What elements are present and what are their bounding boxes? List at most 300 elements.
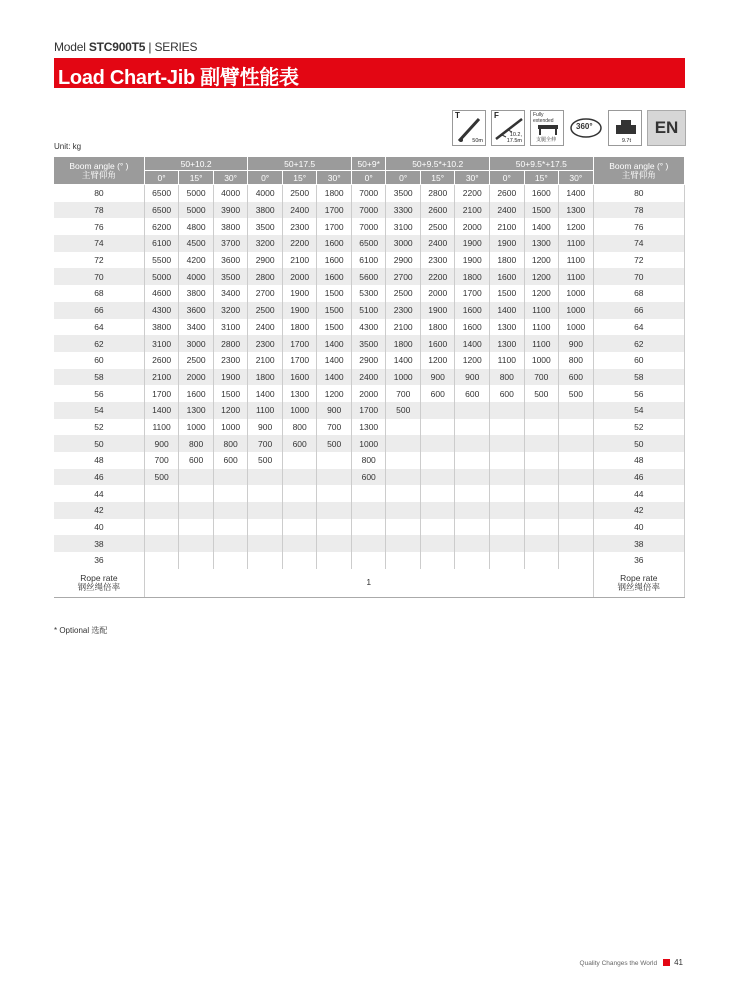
- table-row: [54, 352, 685, 369]
- load-cell: 1200: [559, 218, 594, 235]
- boom-angle-cell: 68: [54, 285, 144, 302]
- outrigger-icon: [530, 110, 564, 146]
- load-cell: 1900: [282, 285, 317, 302]
- load-cell: [213, 502, 248, 519]
- load-cell: [490, 519, 525, 536]
- load-cell: [524, 502, 559, 519]
- load-cell: 6100: [144, 235, 179, 252]
- boom-angle-cell: 74: [593, 235, 684, 252]
- load-cell: 2500: [179, 352, 214, 369]
- load-cell: [282, 452, 317, 469]
- load-cell: 2900: [248, 252, 283, 269]
- load-cell: 2000: [179, 369, 214, 386]
- load-cell: 1200: [420, 352, 455, 369]
- load-cell: [282, 519, 317, 536]
- offset-header: 30°: [317, 171, 352, 185]
- load-cell: 3800: [248, 202, 283, 219]
- boom-angle-cell: 72: [54, 252, 144, 269]
- offset-header: 15°: [179, 171, 214, 185]
- load-cell: 7000: [351, 185, 386, 202]
- load-cell: 2800: [248, 268, 283, 285]
- table-row: [54, 552, 685, 569]
- rope-rate-row: [54, 569, 685, 598]
- load-cell: [524, 485, 559, 502]
- load-cell: 1000: [559, 302, 594, 319]
- load-chart-table: [54, 157, 685, 598]
- table-row: [54, 319, 685, 336]
- load-cell: 500: [559, 385, 594, 402]
- load-cell: [524, 519, 559, 536]
- load-cell: [386, 535, 421, 552]
- t-caption: 50m: [472, 138, 483, 144]
- load-cell: 1500: [317, 285, 352, 302]
- load-cell: 1700: [317, 218, 352, 235]
- load-cell: 2500: [420, 218, 455, 235]
- load-cell: [455, 435, 490, 452]
- load-cell: [282, 552, 317, 569]
- load-cell: [490, 552, 525, 569]
- table-row: [54, 302, 685, 319]
- load-cell: 1400: [386, 352, 421, 369]
- load-cell: [213, 469, 248, 486]
- load-cell: 1200: [213, 402, 248, 419]
- load-cell: 1400: [317, 335, 352, 352]
- outrigger-caption-top: Fully extended: [533, 112, 554, 124]
- rope-rate-label: Rope rate 钢丝绳倍率: [54, 569, 144, 598]
- table-row: [54, 419, 685, 436]
- load-cell: [179, 469, 214, 486]
- load-cell: [490, 469, 525, 486]
- load-cell: [282, 469, 317, 486]
- load-cell: 1700: [282, 352, 317, 369]
- model-name: STC900T5: [88, 40, 146, 54]
- title-banner: [54, 58, 685, 88]
- load-cell: 900: [317, 402, 352, 419]
- load-cell: [559, 469, 594, 486]
- load-cell: [455, 519, 490, 536]
- load-cell: 3400: [179, 319, 214, 336]
- load-cell: 2900: [351, 352, 386, 369]
- load-cell: 4000: [248, 185, 283, 202]
- load-cell: 1400: [317, 352, 352, 369]
- load-cell: 900: [420, 369, 455, 386]
- load-cell: 2800: [213, 335, 248, 352]
- boom-angle-cell: 60: [54, 352, 144, 369]
- language-badge: EN: [647, 110, 686, 146]
- load-cell: 1100: [524, 335, 559, 352]
- counterweight-caption: 9.7t: [621, 138, 631, 144]
- load-cell: 2400: [420, 235, 455, 252]
- boom-angle-cell: 42: [54, 502, 144, 519]
- group-header: 50+10.2: [144, 157, 248, 171]
- load-cell: [179, 552, 214, 569]
- load-cell: 1300: [282, 385, 317, 402]
- boom-angle-cell: 78: [54, 202, 144, 219]
- load-cell: 700: [144, 452, 179, 469]
- load-cell: [455, 469, 490, 486]
- load-cell: [248, 535, 283, 552]
- load-cell: 3200: [248, 235, 283, 252]
- page-title: Load Chart-Jib 副臂性能表: [58, 67, 299, 89]
- load-cell: 7000: [351, 202, 386, 219]
- table-row: [54, 268, 685, 285]
- load-cell: [524, 469, 559, 486]
- offset-header: 0°: [490, 171, 525, 185]
- load-cell: 3800: [144, 319, 179, 336]
- load-cell: 600: [213, 452, 248, 469]
- load-cell: 1500: [317, 302, 352, 319]
- load-cell: 1700: [282, 335, 317, 352]
- group-header: 50+9.5*+17.5: [490, 157, 594, 171]
- series-label: | SERIES: [148, 40, 198, 54]
- table-row: [54, 519, 685, 536]
- load-cell: 1300: [490, 319, 525, 336]
- load-cell: [524, 552, 559, 569]
- boom-angle-cell: 44: [54, 485, 144, 502]
- load-cell: [559, 402, 594, 419]
- load-cell: [420, 452, 455, 469]
- boom-angle-cell: 58: [593, 369, 684, 386]
- load-cell: 2200: [455, 185, 490, 202]
- load-cell: [282, 485, 317, 502]
- load-cell: [490, 402, 525, 419]
- load-cell: 600: [455, 385, 490, 402]
- load-cell: 3600: [213, 252, 248, 269]
- load-cell: 2900: [386, 252, 421, 269]
- load-cell: [490, 485, 525, 502]
- load-cell: 4000: [179, 268, 214, 285]
- group-header: 50+17.5: [248, 157, 352, 171]
- load-cell: 2500: [282, 185, 317, 202]
- load-cell: 3500: [386, 185, 421, 202]
- boom-angle-cell: 46: [593, 469, 684, 486]
- load-cell: 800: [490, 369, 525, 386]
- load-cell: [455, 402, 490, 419]
- load-cell: [386, 469, 421, 486]
- table-row: [54, 335, 685, 352]
- boom-angle-cell: 48: [54, 452, 144, 469]
- boom-angle-cell: 54: [593, 402, 684, 419]
- load-cell: 1400: [559, 185, 594, 202]
- f-letter: F: [494, 111, 499, 120]
- load-cell: 3200: [213, 302, 248, 319]
- load-cell: 1300: [490, 335, 525, 352]
- load-cell: 1800: [490, 252, 525, 269]
- load-cell: [559, 452, 594, 469]
- load-cell: 2300: [248, 335, 283, 352]
- load-cell: 1800: [317, 185, 352, 202]
- load-cell: 900: [144, 435, 179, 452]
- load-cell: 1800: [420, 319, 455, 336]
- load-cell: 2500: [386, 285, 421, 302]
- load-cell: 1800: [386, 335, 421, 352]
- load-cell: 2100: [386, 319, 421, 336]
- load-cell: 5500: [144, 252, 179, 269]
- load-cell: 1100: [144, 419, 179, 436]
- load-cell: 1100: [559, 235, 594, 252]
- load-cell: [420, 435, 455, 452]
- load-cell: 1100: [490, 352, 525, 369]
- load-cell: [317, 452, 352, 469]
- load-cell: [282, 502, 317, 519]
- load-cell: [351, 552, 386, 569]
- load-cell: 4300: [351, 319, 386, 336]
- load-cell: 1600: [317, 268, 352, 285]
- load-cell: 800: [559, 352, 594, 369]
- load-cell: 3800: [179, 285, 214, 302]
- load-cell: [386, 485, 421, 502]
- table-row: [54, 452, 685, 469]
- rotation-caption: 360°: [576, 122, 593, 131]
- load-cell: 1000: [213, 419, 248, 436]
- load-cell: 2100: [490, 218, 525, 235]
- load-cell: 1700: [351, 402, 386, 419]
- load-cell: 1100: [524, 319, 559, 336]
- table-row: [54, 385, 685, 402]
- table-body: [54, 185, 685, 598]
- load-cell: [386, 419, 421, 436]
- boom-angle-cell: 52: [593, 419, 684, 436]
- optional-note: * Optional 选配: [54, 626, 108, 635]
- boom-angle-cell: 38: [593, 535, 684, 552]
- load-cell: 1100: [559, 252, 594, 269]
- load-cell: 6500: [351, 235, 386, 252]
- load-cell: [420, 535, 455, 552]
- load-cell: 3500: [248, 218, 283, 235]
- load-cell: 1000: [386, 369, 421, 386]
- load-cell: [351, 535, 386, 552]
- offset-header: 0°: [248, 171, 283, 185]
- boom-angle-cell: 76: [593, 218, 684, 235]
- load-cell: 3500: [351, 335, 386, 352]
- load-cell: 1400: [144, 402, 179, 419]
- load-cell: 1200: [317, 385, 352, 402]
- boom-angle-cell: 40: [593, 519, 684, 536]
- boom-angle-cell: 70: [593, 268, 684, 285]
- load-cell: [144, 485, 179, 502]
- load-cell: [420, 485, 455, 502]
- load-cell: [559, 435, 594, 452]
- boom-angle-cell: 70: [54, 268, 144, 285]
- boom-angle-cell: 62: [54, 335, 144, 352]
- load-cell: [455, 535, 490, 552]
- load-cell: 1500: [213, 385, 248, 402]
- load-cell: 2600: [144, 352, 179, 369]
- load-cell: 6100: [351, 252, 386, 269]
- load-cell: 1900: [420, 302, 455, 319]
- rotation-icon: [569, 110, 603, 146]
- load-cell: 3600: [179, 302, 214, 319]
- load-cell: 6500: [144, 185, 179, 202]
- load-cell: [524, 419, 559, 436]
- load-cell: 5100: [351, 302, 386, 319]
- telescopic-boom-icon: [452, 110, 486, 146]
- load-cell: [524, 402, 559, 419]
- load-cell: [317, 469, 352, 486]
- table-row: [54, 469, 685, 486]
- load-cell: 700: [386, 385, 421, 402]
- load-cell: 500: [144, 469, 179, 486]
- load-cell: 1000: [559, 285, 594, 302]
- table-row: [54, 252, 685, 269]
- load-cell: [455, 419, 490, 436]
- load-cell: [420, 502, 455, 519]
- load-cell: 1600: [455, 302, 490, 319]
- boom-angle-cell: 50: [593, 435, 684, 452]
- load-cell: 2400: [282, 202, 317, 219]
- load-cell: 2700: [386, 268, 421, 285]
- table-row: [54, 235, 685, 252]
- load-cell: [144, 502, 179, 519]
- load-cell: [559, 502, 594, 519]
- load-cell: 3400: [213, 285, 248, 302]
- load-cell: 1400: [455, 335, 490, 352]
- load-cell: 1800: [282, 319, 317, 336]
- load-cell: 1600: [420, 335, 455, 352]
- load-cell: 900: [455, 369, 490, 386]
- offset-header: 30°: [455, 171, 490, 185]
- load-cell: 1300: [179, 402, 214, 419]
- load-cell: 1600: [490, 268, 525, 285]
- load-cell: 3000: [179, 335, 214, 352]
- load-cell: 3100: [213, 319, 248, 336]
- load-cell: [179, 502, 214, 519]
- model-line: [54, 40, 197, 54]
- table-row: [54, 369, 685, 386]
- load-cell: 2300: [386, 302, 421, 319]
- load-cell: 600: [559, 369, 594, 386]
- footer-slogan: Quality Changes the World: [579, 960, 658, 967]
- load-cell: [455, 452, 490, 469]
- load-cell: [248, 552, 283, 569]
- load-cell: [490, 502, 525, 519]
- boom-angle-cell: 36: [593, 552, 684, 569]
- load-cell: 500: [248, 452, 283, 469]
- corner-header-right: Boom angle (° ) 主臂仰角: [593, 157, 684, 185]
- load-cell: 2100: [282, 252, 317, 269]
- offset-header: 0°: [144, 171, 179, 185]
- load-cell: [179, 485, 214, 502]
- load-cell: [524, 452, 559, 469]
- offset-header: 30°: [559, 171, 594, 185]
- load-cell: 1500: [317, 319, 352, 336]
- boom-angle-cell: 56: [593, 385, 684, 402]
- boom-angle-cell: 68: [593, 285, 684, 302]
- load-cell: 2600: [490, 185, 525, 202]
- load-cell: [213, 485, 248, 502]
- load-cell: 5000: [144, 268, 179, 285]
- boom-angle-cell: 52: [54, 419, 144, 436]
- offset-header: 15°: [420, 171, 455, 185]
- boom-angle-cell: 66: [593, 302, 684, 319]
- table-row: [54, 402, 685, 419]
- load-cell: 1400: [490, 302, 525, 319]
- boom-angle-cell: 54: [54, 402, 144, 419]
- load-cell: 2000: [455, 218, 490, 235]
- offset-header: 15°: [524, 171, 559, 185]
- load-cell: 500: [317, 435, 352, 452]
- group-header: 50+9.5*+10.2: [386, 157, 490, 171]
- load-cell: 4300: [144, 302, 179, 319]
- load-cell: [144, 535, 179, 552]
- boom-angle-cell: 74: [54, 235, 144, 252]
- load-cell: [317, 519, 352, 536]
- load-cell: 1300: [351, 419, 386, 436]
- offset-header: 30°: [213, 171, 248, 185]
- load-cell: 1100: [524, 302, 559, 319]
- boom-angle-cell: 64: [593, 319, 684, 336]
- load-cell: [559, 419, 594, 436]
- load-cell: 600: [351, 469, 386, 486]
- t-letter: T: [455, 111, 460, 120]
- load-cell: 4600: [144, 285, 179, 302]
- load-cell: [559, 485, 594, 502]
- load-cell: 1200: [524, 268, 559, 285]
- load-cell: 1200: [455, 352, 490, 369]
- load-cell: [420, 402, 455, 419]
- load-cell: 600: [179, 452, 214, 469]
- load-cell: [559, 552, 594, 569]
- load-cell: 1800: [248, 369, 283, 386]
- load-cell: [213, 552, 248, 569]
- load-cell: 6200: [144, 218, 179, 235]
- load-cell: 3500: [213, 268, 248, 285]
- load-cell: 1500: [524, 202, 559, 219]
- boom-angle-cell: 36: [54, 552, 144, 569]
- load-cell: 4200: [179, 252, 214, 269]
- load-cell: 1900: [455, 235, 490, 252]
- load-cell: [317, 552, 352, 569]
- load-cell: 1000: [351, 435, 386, 452]
- load-cell: 2800: [420, 185, 455, 202]
- load-cell: 1700: [317, 202, 352, 219]
- boom-angle-cell: 40: [54, 519, 144, 536]
- boom-angle-cell: 48: [593, 452, 684, 469]
- load-cell: 2100: [248, 352, 283, 369]
- table-row: [54, 285, 685, 302]
- load-cell: 600: [282, 435, 317, 452]
- load-cell: [213, 519, 248, 536]
- boom-angle-cell: 62: [593, 335, 684, 352]
- load-cell: 3100: [386, 218, 421, 235]
- boom-angle-cell: 60: [593, 352, 684, 369]
- load-cell: [490, 435, 525, 452]
- load-cell: [248, 519, 283, 536]
- load-cell: 1600: [317, 235, 352, 252]
- load-cell: 500: [386, 402, 421, 419]
- load-cell: [317, 485, 352, 502]
- load-cell: 1400: [248, 385, 283, 402]
- load-cell: 1300: [524, 235, 559, 252]
- load-cell: 5000: [179, 202, 214, 219]
- boom-angle-cell: 44: [593, 485, 684, 502]
- load-cell: [420, 552, 455, 569]
- load-cell: [213, 535, 248, 552]
- boom-angle-cell: 58: [54, 369, 144, 386]
- table-row: [54, 185, 685, 202]
- load-cell: [144, 519, 179, 536]
- load-cell: [455, 502, 490, 519]
- load-cell: [490, 452, 525, 469]
- load-cell: 2400: [490, 202, 525, 219]
- load-cell: 3900: [213, 202, 248, 219]
- load-cell: 2100: [455, 202, 490, 219]
- load-cell: 800: [282, 419, 317, 436]
- load-cell: 1700: [455, 285, 490, 302]
- f-caption-1: 10.2,: [509, 132, 522, 138]
- load-cell: 4000: [213, 185, 248, 202]
- load-cell: 1500: [490, 285, 525, 302]
